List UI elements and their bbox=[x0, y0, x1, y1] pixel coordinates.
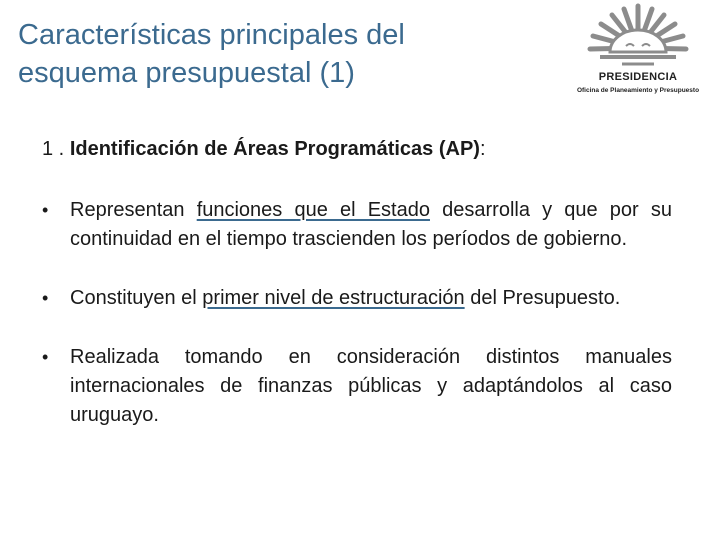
bullet-item bbox=[40, 196, 672, 254]
section-number: 1 . bbox=[42, 138, 65, 160]
bullet-item bbox=[40, 343, 672, 430]
bullet-dot-icon: • bbox=[42, 347, 49, 367]
section-heading-suffix: : bbox=[479, 138, 486, 160]
bullet-underlined-text: funciones que el Estado bbox=[196, 199, 430, 221]
section-heading bbox=[42, 136, 682, 162]
bullet-list bbox=[40, 196, 672, 430]
bullet-dot-icon: • bbox=[42, 288, 49, 308]
bullet-underlined-text: primer nivel de estructuración bbox=[202, 287, 465, 309]
sun-emblem-icon bbox=[582, 2, 694, 68]
bullet-text: Realizada tomando en consideración distintos manuales internacionales de finanzas públicas y adaptándolos al caso uruguayo. bbox=[70, 346, 672, 426]
bullet-item bbox=[40, 284, 672, 313]
section-heading-text: Identificación de Áreas Programáticas (AP) bbox=[69, 138, 480, 160]
logo-subtitle: Oficina de Planeamiento y Presupuesto bbox=[576, 87, 700, 94]
bullet-text-post: desarrolla y que por su continuidad en el tiempo trascienden los períodos de gobierno. bbox=[70, 199, 672, 250]
slide-title-line-2: esquema presupuestal (1) bbox=[18, 57, 355, 89]
bullet-text-pre: Constituyen el bbox=[70, 287, 203, 309]
bullet-text-pre: Representan bbox=[70, 199, 197, 221]
bullet-dot-icon: • bbox=[42, 200, 49, 220]
slide-title bbox=[18, 16, 538, 92]
presidencia-logo bbox=[560, 2, 716, 102]
bullet-text-post: del Presupuesto. bbox=[464, 287, 621, 309]
logo-name: PRESIDENCIA bbox=[598, 71, 678, 83]
slide-title-line-1: Características principales del bbox=[18, 19, 405, 51]
